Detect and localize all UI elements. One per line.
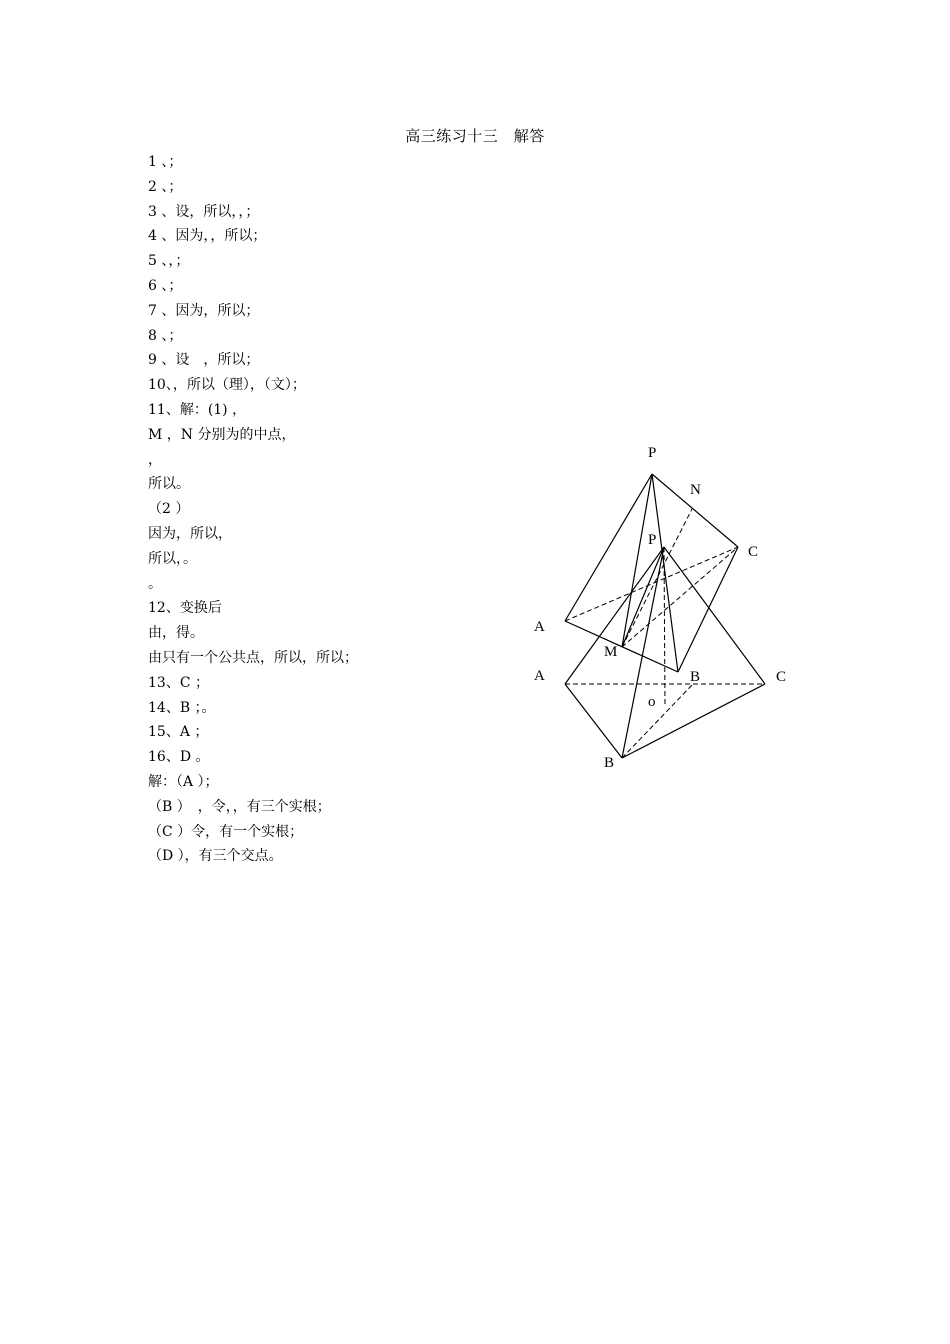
answer-line: 16、D 。 xyxy=(148,749,210,766)
dashed-BB xyxy=(622,684,693,758)
answer-line: 12、变换后 xyxy=(148,600,222,617)
answer-line: （B ） ，令，，有三个实根； xyxy=(148,798,331,815)
answer-line: 9 、设 ，所以； xyxy=(148,352,260,369)
label-A-top: A xyxy=(534,619,545,635)
edge-BC-lower xyxy=(622,684,765,758)
answer-line: 7 、因为，所以； xyxy=(148,302,260,319)
answer-line: 1 、； xyxy=(148,154,183,170)
label-C-bottom: C xyxy=(776,669,787,685)
edge-BC-upper xyxy=(678,547,738,672)
label-P-top: P xyxy=(648,445,657,461)
label-N: N xyxy=(690,482,701,498)
answer-line: 14、B ；。 xyxy=(148,699,216,716)
answer-line: 2 、； xyxy=(148,178,183,195)
answer-line: 所以，。 xyxy=(148,550,197,567)
answer-line: 11、解：(1) ， xyxy=(148,401,247,418)
answer-line: 因为，所以， xyxy=(148,525,232,542)
answer-line: 8 、； xyxy=(148,327,183,344)
answer-line: 由只有一个公共点，所以，所以； xyxy=(148,649,358,666)
edge-PB-lower xyxy=(622,547,664,758)
label-A-bottom: A xyxy=(534,668,545,684)
pyramid-figure xyxy=(520,430,820,780)
answer-line: 5 、，； xyxy=(148,253,190,270)
answer-list xyxy=(148,150,568,869)
answer-line: 6 、； xyxy=(148,277,183,294)
page-title: 高三练习十三 解答 xyxy=(405,127,545,145)
edge-PB-upper xyxy=(652,474,678,672)
label-M: M xyxy=(604,644,618,660)
answer-line: 解：（A ）； xyxy=(148,773,219,790)
answer-line: ， xyxy=(148,451,162,468)
answer-line: （C ）令，有一个实根； xyxy=(148,823,304,840)
answer-line: 3 、设，所以，，； xyxy=(148,203,260,220)
answer-line: 15、A ； xyxy=(148,724,209,741)
edge-AB-lower xyxy=(565,684,622,758)
pyramid-diagram xyxy=(520,430,820,780)
answer-line: （D ），有三个交点。 xyxy=(148,848,283,865)
answer-line: 所以。 xyxy=(148,476,190,493)
label-B-mid: B xyxy=(690,669,701,685)
answer-line: M ，N 分别为的中点， xyxy=(148,426,296,443)
answer-line: 13、C ； xyxy=(148,674,209,691)
label-B-bottom: B xyxy=(604,755,615,771)
label-o: o xyxy=(648,694,656,710)
answer-line: 。 xyxy=(148,575,162,592)
answer-line: 10、，所以（理），（文）； xyxy=(148,377,306,394)
dashed-MN xyxy=(622,509,692,647)
answer-line: （2 ） xyxy=(148,501,190,518)
edge-PA-lower xyxy=(565,547,664,684)
answer-line: 4 、因为，，所以； xyxy=(148,228,267,245)
label-C-top: C xyxy=(748,544,759,560)
answer-line: 由，得。 xyxy=(148,625,204,642)
label-P-mid: P xyxy=(648,532,657,548)
dashed-MC xyxy=(622,547,738,647)
